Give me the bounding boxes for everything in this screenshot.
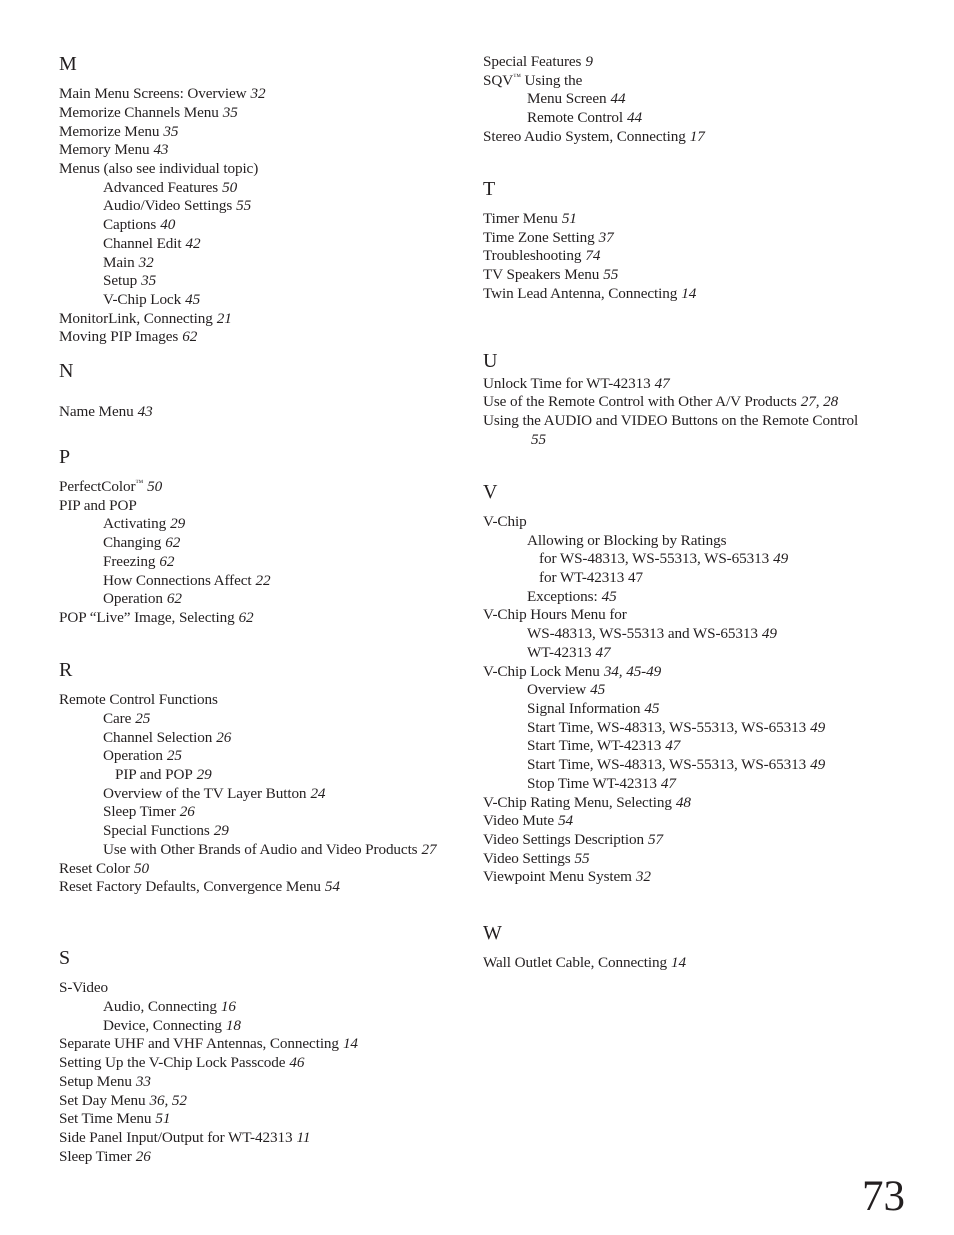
index-entry (527, 587, 617, 606)
index-entry-text: PIP and POP (59, 497, 137, 514)
index-page-ref: 32 (138, 254, 154, 271)
index-page-ref: 45 (644, 700, 660, 717)
index-entry-text: Overview (527, 681, 587, 698)
index-letter-heading: S (59, 947, 71, 969)
index-page-ref: 74 (585, 247, 601, 264)
index-page-ref: 47 (665, 737, 681, 754)
index-page-ref: 49 (761, 625, 777, 642)
index-page-ref: 36, 52 (149, 1092, 187, 1109)
index-entry (103, 571, 271, 590)
index-entry (115, 765, 212, 784)
index-entry (103, 215, 175, 234)
index-page-ref: 32 (635, 868, 651, 885)
index-page-ref: 9 (585, 53, 593, 70)
index-entry (103, 514, 185, 533)
index-page-ref: 54 (558, 812, 574, 829)
index-entry (539, 549, 788, 568)
index-entry (59, 496, 137, 515)
index-entry-text: Reset Factory Defaults, Convergence Menu (59, 878, 321, 895)
index-entry (483, 246, 600, 265)
index-page-ref: 25 (135, 710, 151, 727)
index-entry-text: Operation (103, 590, 163, 607)
index-page-ref: 43 (153, 141, 169, 158)
index-page-ref: 32 (250, 85, 266, 102)
index-entry-text: V-Chip Lock Menu (483, 663, 600, 680)
index-entry (103, 196, 251, 215)
index-page-ref: 14 (671, 954, 686, 971)
index-page-ref: 22 (255, 572, 271, 589)
index-page-ref: 21 (216, 310, 232, 327)
index-entry-text: Captions (103, 216, 157, 233)
page-number: 73 (862, 1173, 905, 1220)
index-entry-text: Name Menu (59, 403, 134, 420)
index-entry (103, 821, 229, 840)
index-page-ref: 29 (196, 766, 212, 783)
index-entry (527, 89, 625, 108)
index-page-ref: 29 (213, 822, 229, 839)
index-letter-heading: T (483, 178, 496, 200)
index-page-ref: 14 (342, 1035, 358, 1052)
index-entry (59, 1053, 304, 1072)
index-entry (483, 374, 670, 393)
index-page-ref: 27 (421, 841, 437, 858)
index-entry-text: Start Time, WS-48313, WS-55313, WS-65313 (527, 756, 807, 773)
index-entry (59, 859, 149, 878)
index-page-ref: 54 (324, 878, 340, 895)
index-entry (527, 755, 825, 774)
index-page-ref: 62 (165, 534, 181, 551)
index-page-ref: 26 (216, 729, 232, 746)
index-page-ref: 47 (595, 644, 611, 661)
index-entry (103, 709, 150, 728)
index-entry-text: WS-48313, WS-55313 and WS-65313 (527, 625, 758, 642)
index-entry-text: Reset Color (59, 860, 131, 877)
index-entry (103, 802, 195, 821)
index-entry (527, 718, 825, 737)
index-letter-heading: W (483, 922, 502, 944)
index-entry (483, 411, 858, 430)
trademark-symbol: ™ (135, 477, 144, 487)
index-entry (59, 159, 258, 178)
index-entry-text: Use with Other Brands of Audio and Video Products (103, 841, 418, 858)
index-page-ref: 50 (147, 478, 163, 495)
index-entry-text: Sleep Timer (59, 1148, 132, 1165)
index-entry (59, 1091, 187, 1110)
index-entry-text: Channel Selection (103, 729, 213, 746)
index-entry-text: PerfectColor (59, 478, 136, 495)
index-entry (103, 746, 182, 765)
index-page-ref: 27, 28 (800, 393, 839, 410)
index-entry-text: Setup Menu (59, 1073, 132, 1090)
index-page-ref: 55 (603, 266, 619, 283)
index-entry-text: Troubleshooting (483, 247, 582, 264)
index-letter-heading: V (483, 481, 498, 503)
index-page-ref: 55 (236, 197, 252, 214)
index-entry (483, 605, 627, 624)
index-entry-text: Memorize Channels Menu (59, 104, 219, 121)
index-entry-text: Time Zone Setting (483, 229, 595, 246)
index-page-ref: 43 (137, 403, 153, 420)
index-entry-text: Audio/Video Settings (103, 197, 233, 214)
index-page-ref: 24 (310, 785, 326, 802)
index-page-ref: 62 (182, 328, 198, 345)
index-entry (483, 127, 705, 146)
index-page-ref: 55 (531, 431, 546, 448)
index-entry (103, 253, 154, 272)
index-entry-text: Unlock Time for WT-42313 (483, 375, 651, 392)
index-entry (103, 589, 182, 608)
index-entry-text: Advanced Features (103, 179, 219, 196)
index-entry-text: Special Features (483, 53, 582, 70)
index-entry (483, 830, 663, 849)
index-entry (59, 84, 266, 103)
index-entry (59, 1034, 358, 1053)
index-entry (59, 122, 178, 141)
index-entry-text: Main Menu Screens: Overview (59, 85, 247, 102)
index-entry-text: Device, Connecting (103, 1017, 222, 1034)
index-page-ref: 62 (238, 609, 254, 626)
index-entry (483, 662, 661, 681)
index-entry (527, 108, 642, 127)
index-page-ref: 37 (598, 229, 614, 246)
index-page-ref: 25 (166, 747, 182, 764)
index-page-ref: 16 (220, 998, 236, 1015)
index-entry (59, 608, 254, 627)
index-entry-text: Wall Outlet Cable, Connecting (483, 954, 667, 971)
index-page-ref: 62 (159, 553, 175, 570)
index-page-ref: 17 (689, 128, 705, 145)
trademark-symbol: ™ (513, 71, 521, 81)
index-entry-text: Audio, Connecting (103, 998, 217, 1015)
index-page-ref: 62 (166, 590, 182, 607)
index-entry-text: Care (103, 710, 132, 727)
index-entry-text: Operation (103, 747, 163, 764)
index-entry (483, 953, 686, 972)
index-page-ref: 35 (163, 123, 179, 140)
index-entry (103, 533, 180, 552)
index-letter-heading: R (59, 659, 73, 681)
index-entry (103, 234, 201, 253)
index-page-ref: 51 (561, 210, 577, 227)
index-entry (103, 178, 237, 197)
index-entry (483, 811, 573, 830)
index-entry-text: Set Time Menu (59, 1110, 152, 1127)
index-entry-text: TV Speakers Menu (483, 266, 600, 283)
index-page-ref: 49 (810, 719, 826, 736)
index-letter-heading: P (59, 446, 71, 468)
index-entry-text: Setup (103, 272, 138, 289)
index-page-ref: 48 (675, 794, 691, 811)
index-page-ref: 18 (225, 1017, 241, 1034)
index-entry-text: Remote Control (527, 109, 624, 126)
index-entry (103, 784, 325, 803)
index-entry-text: Signal Information (527, 700, 641, 717)
index-entry (59, 1072, 151, 1091)
index-entry (527, 699, 659, 718)
index-entry-text: Memorize Menu (59, 123, 160, 140)
index-entry (483, 849, 590, 868)
index-entry-text: S-Video (59, 979, 109, 996)
index-entry-text: for WS-48313, WS-55313, WS-65313 (539, 550, 770, 567)
index-entry (527, 531, 726, 550)
index-page-ref: 35 (222, 104, 238, 121)
index-entry (59, 1109, 170, 1128)
index-entry-text: SQV (483, 72, 514, 89)
index-entry-text: Setting Up the V-Chip Lock Passcode (59, 1054, 286, 1071)
index-entry-text: Overview of the TV Layer Button (103, 785, 307, 802)
index-entry (527, 680, 605, 699)
index-entry (483, 71, 582, 90)
index-entry-text: Video Settings Description (483, 831, 644, 848)
index-entry-text: Timer Menu (483, 210, 558, 227)
index-entry-text: Exceptions: (527, 588, 598, 605)
index-page-ref: 33 (135, 1073, 151, 1090)
index-page-ref: 14 (681, 285, 697, 302)
index-entry (527, 430, 546, 449)
index-entry (483, 793, 691, 812)
index-entry-text: Viewpoint Menu System (483, 868, 632, 885)
index-page-ref: 26 (135, 1148, 151, 1165)
index-entry (59, 1147, 151, 1166)
index-entry (527, 736, 680, 755)
index-entry (59, 978, 108, 997)
index-entry (59, 877, 340, 896)
index-page-ref: 49 (810, 756, 826, 773)
index-page-ref: 35 (141, 272, 157, 289)
index-entry (483, 209, 577, 228)
index-entry-text: Separate UHF and VHF Antennas, Connecting (59, 1035, 339, 1052)
index-entry-text: Special Functions (103, 822, 210, 839)
index-entry-text: Start Time, WS-48313, WS-55313, WS-65313 (527, 719, 807, 736)
index-entry (483, 512, 527, 531)
index-entry-text: Twin Lead Antenna, Connecting (483, 285, 678, 302)
index-page-ref: 44 (610, 90, 626, 107)
index-entry (103, 552, 174, 571)
index-entry-text: WT-42313 (527, 644, 592, 661)
index-page-ref: 46 (289, 1054, 305, 1071)
index-page-ref: 50 (134, 860, 150, 877)
index-entry-text: PIP and POP (115, 766, 193, 783)
index-entry-text: for WT-42313 47 (539, 569, 643, 586)
index-entry-text: Menus (also see individual topic) (59, 160, 259, 177)
index-entry-text: Changing (103, 534, 162, 551)
index-page-ref: 11 (296, 1129, 311, 1146)
index-page-ref: 57 (648, 831, 663, 848)
index-entry-text: Start Time, WT-42313 (527, 737, 662, 754)
index-page-ref: 51 (155, 1110, 171, 1127)
index-page-ref: 42 (185, 235, 201, 252)
index-entry (483, 867, 651, 886)
index-entry (103, 290, 200, 309)
index-entry-text: Video Mute (483, 812, 555, 829)
index-entry-text: Freezing (103, 553, 156, 570)
index-entry (483, 228, 614, 247)
index-page-ref: 34, 45-49 (603, 663, 662, 680)
index-entry-text: Main (103, 254, 135, 271)
index-entry (527, 643, 610, 662)
index-page-ref: 45 (601, 588, 617, 605)
index-entry (103, 1016, 241, 1035)
index-entry-text: Channel Edit (103, 235, 182, 252)
index-entry (103, 271, 156, 290)
index-entry-text: Set Day Menu (59, 1092, 146, 1109)
index-page-ref: 29 (170, 515, 186, 532)
index-entry-text: V-Chip (483, 513, 527, 530)
index-entry (59, 103, 238, 122)
index-page-ref: 55 (574, 850, 590, 867)
index-entry-text: Side Panel Input/Output for WT-42313 (59, 1129, 293, 1146)
index-entry (103, 997, 236, 1016)
index-entry (527, 774, 676, 793)
index-entry-text: Allowing or Blocking by Ratings (527, 532, 727, 549)
index-entry (59, 477, 162, 496)
index-entry (483, 265, 618, 284)
index-entry-text: V-Chip Hours Menu for (483, 606, 627, 623)
index-entry-text: V-Chip Lock (103, 291, 182, 308)
index-page-ref: 49 (773, 550, 789, 567)
index-entry-text: Activating (103, 515, 167, 532)
index-letter-heading: M (59, 53, 77, 75)
index-entry (103, 728, 231, 747)
index-entry-text: Stereo Audio System, Connecting (483, 128, 686, 145)
index-entry-text: Video Settings (483, 850, 571, 867)
index-entry (59, 309, 232, 328)
index-entry (59, 402, 153, 421)
index-entry (483, 284, 696, 303)
index-entry-text: Remote Control Functions (59, 691, 218, 708)
index-entry-text: Moving PIP Images (59, 328, 179, 345)
index-entry-text: Stop Time WT-42313 (527, 775, 657, 792)
index-entry (103, 840, 437, 859)
index-letter-heading: U (483, 350, 498, 372)
index-page-ref: 45 (590, 681, 606, 698)
index-page-ref: 47 (660, 775, 676, 792)
index-entry-text: Use of the Remote Control with Other A/V Products (483, 393, 797, 410)
index-page-ref: 40 (160, 216, 176, 233)
index-page-ref: 45 (185, 291, 201, 308)
index-page-ref: 44 (627, 109, 643, 126)
index-page-ref: 50 (222, 179, 238, 196)
index-entry-text: POP “Live” Image, Selecting (59, 609, 235, 626)
index-page-ref: 47 (654, 375, 670, 392)
index-entry (483, 52, 593, 71)
index-entry (59, 327, 197, 346)
index-entry (539, 568, 643, 587)
index-entry-text: MonitorLink, Connecting (59, 310, 213, 327)
index-page-ref: 26 (179, 803, 195, 820)
index-entry (527, 624, 777, 643)
index-entry-text: Menu Screen (527, 90, 607, 107)
index-entry (483, 392, 838, 411)
index-entry-text: Sleep Timer (103, 803, 176, 820)
index-entry-text: V-Chip Rating Menu, Selecting (483, 794, 672, 811)
index-entry (59, 1128, 310, 1147)
index-entry-text: How Connections Affect (103, 572, 252, 589)
index-entry-text: Memory Menu (59, 141, 150, 158)
index-entry (59, 690, 218, 709)
index-entry-text-suffix: Using the (520, 72, 583, 89)
index-entry (59, 140, 168, 159)
index-entry-text: Using the AUDIO and VIDEO Buttons on the Remote Control (483, 412, 859, 429)
index-letter-heading: N (59, 360, 74, 382)
